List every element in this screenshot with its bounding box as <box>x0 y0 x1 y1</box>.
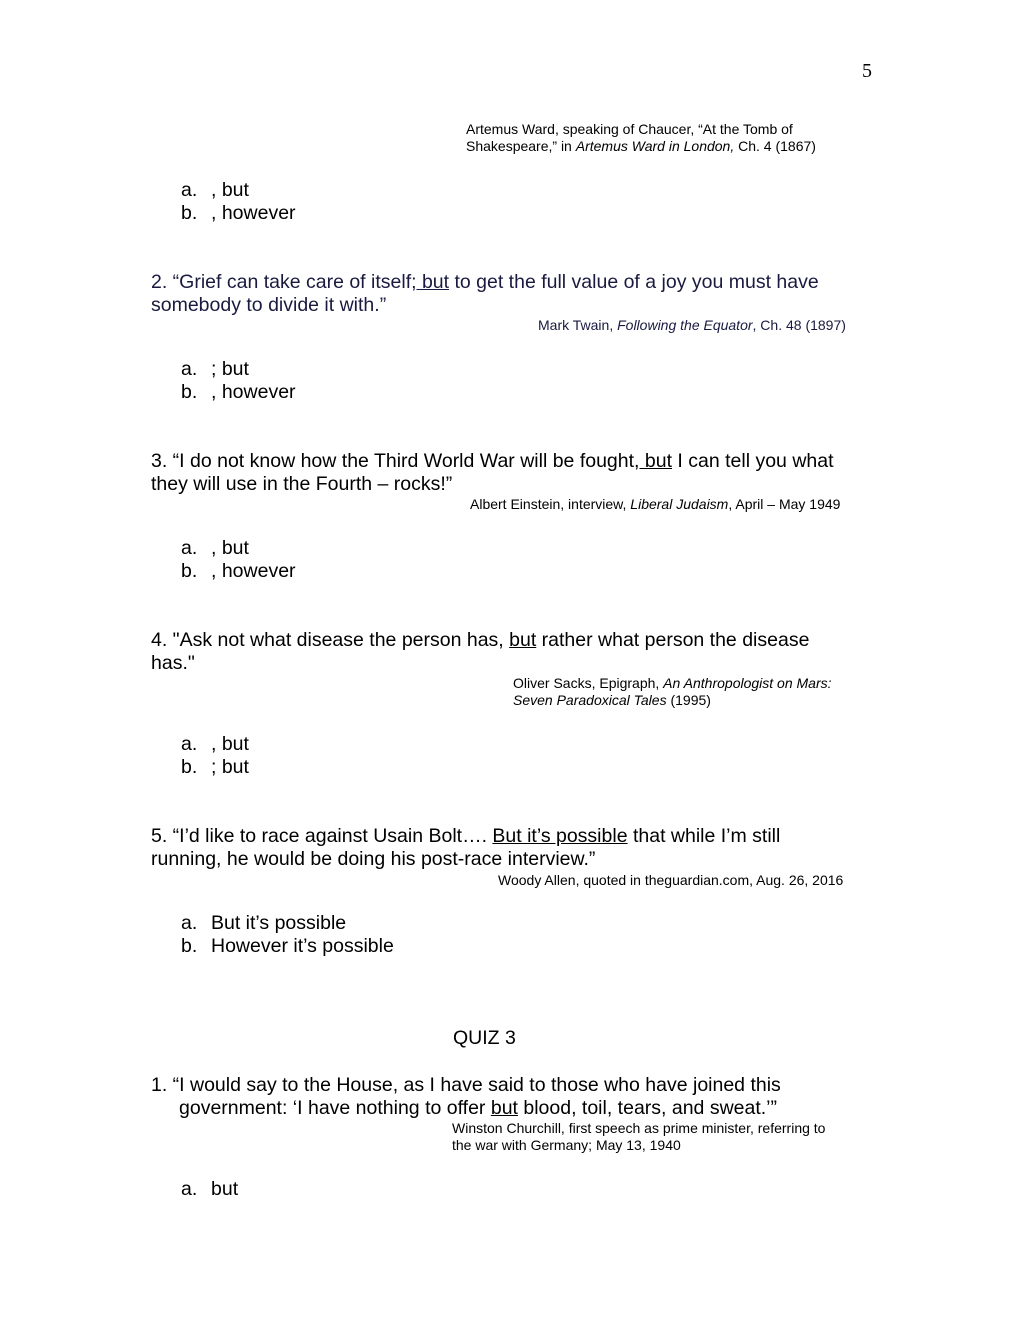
question-2-line1: 2. “Grief can take care of itself; but to get the full value of a joy you must have <box>151 271 819 293</box>
question-2-citation: Mark Twain, Following the Equator, Ch. 48 (1897) <box>538 317 846 333</box>
question-3-line2: they will use in the Fourth – rocks!” <box>151 473 453 495</box>
option-b: b. However it’s possible <box>181 935 394 957</box>
top-citation-line1: Artemus Ward, speaking of Chaucer, “At the Tomb of <box>466 121 793 137</box>
quiz-3-question-1-line2: government: ‘I have nothing to offer but blood, toil, tears, and sweat.’” <box>179 1097 778 1119</box>
question-5-citation: Woody Allen, quoted in theguardian.com, Aug. 26, 2016 <box>498 872 844 888</box>
page-number: 5 <box>862 60 872 82</box>
option-b: b. ; but <box>181 756 249 778</box>
top-citation-line2: Shakespeare,” in Artemus Ward in London, Ch. 4 (1867) <box>466 138 816 154</box>
question-2 <box>151 271 891 317</box>
option-a: a. but <box>181 1178 239 1200</box>
option-a: a. , but <box>181 733 249 755</box>
question-3-citation: Albert Einstein, interview, Liberal Judaism, April – May 1949 <box>470 496 841 512</box>
quiz-3-question-1-citation: Winston Churchill, first speech as prime minister, referring to the war with Germany; May 13, 1940 <box>452 1120 826 1153</box>
quiz-3-question-1-line1: 1. “I would say to the House, as I have said to those who have joined this <box>151 1074 781 1096</box>
option-a: a. , but <box>181 179 249 201</box>
question-4-citation: Oliver Sacks, Epigraph, An Anthropologist on Mars: Seven Paradoxical Tales (1995) <box>513 675 832 708</box>
question-4 <box>151 629 891 675</box>
question-3 <box>151 450 891 496</box>
quiz-3-heading: QUIZ 3 <box>453 1027 516 1049</box>
question-4-line2: has." <box>151 652 195 674</box>
option-a: a. But it’s possible <box>181 912 347 934</box>
option-a: a. ; but <box>181 358 249 380</box>
question-2-line2: somebody to divide it with.” <box>151 294 387 316</box>
top-citation <box>466 121 816 155</box>
option-b: b. , however <box>181 560 296 582</box>
quiz-3-question-1 <box>151 1074 891 1120</box>
question-5-line1: 5. “I’d like to race against Usain Bolt…. But it’s possible that while I’m still <box>151 825 781 847</box>
option-b: b. , however <box>181 202 296 224</box>
question-5-line2: running, he would be doing his post-race interview.” <box>151 848 596 870</box>
question-5 <box>151 825 891 871</box>
option-a: a. , but <box>181 537 249 559</box>
option-b: b. , however <box>181 381 296 403</box>
question-4-line1: 4. "Ask not what disease the person has, but rather what person the disease <box>151 629 810 651</box>
question-3-line1: 3. “I do not know how the Third World War will be fought, but I can tell you what <box>151 450 834 472</box>
